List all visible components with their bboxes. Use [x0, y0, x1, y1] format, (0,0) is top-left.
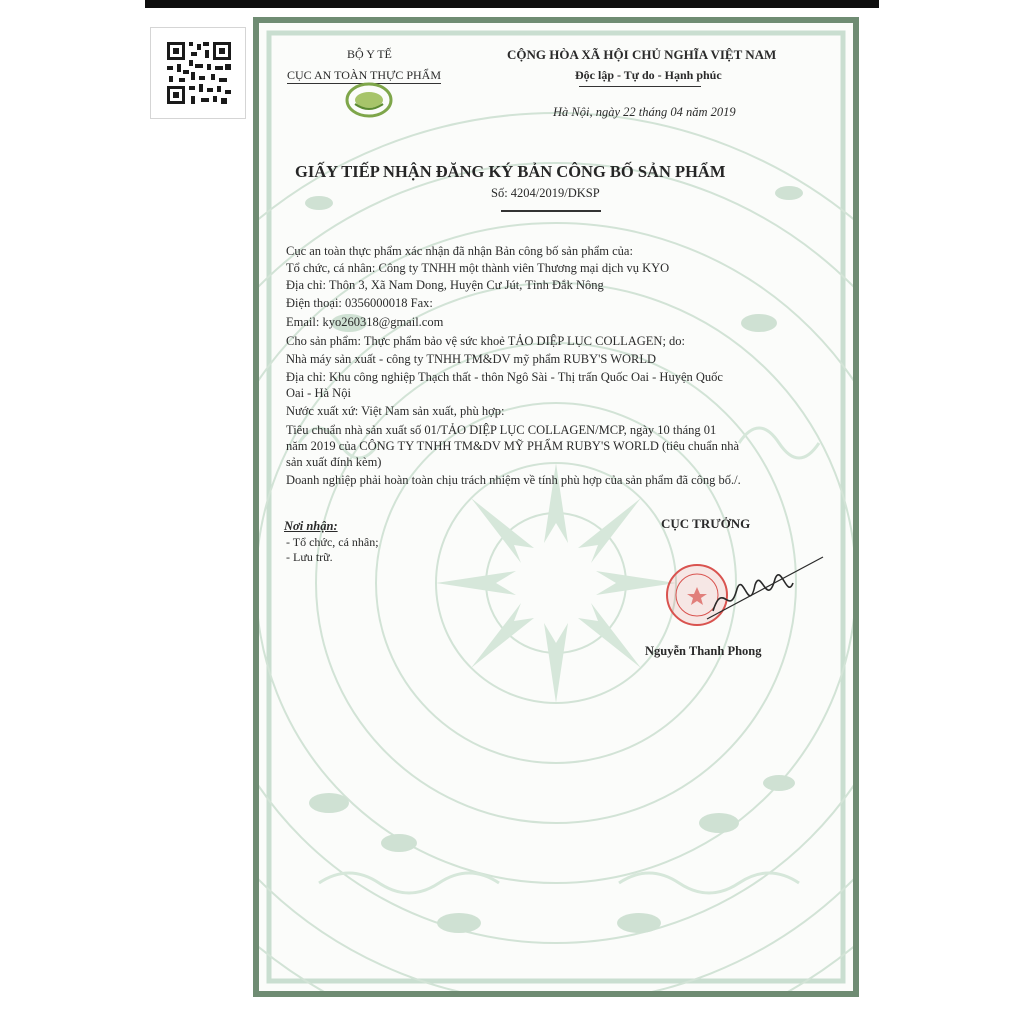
issue-date: Hà Nội, ngày 22 tháng 04 năm 2019: [553, 105, 736, 119]
national-motto: Độc lập - Tự do - Hạnh phúc: [575, 68, 722, 82]
body-line: Cho sản phẩm: Thực phẩm bảo vệ sức khoẻ TẢO DIỆP LỤC COLLAGEN; do:: [286, 334, 686, 348]
body-line: Nước xuất xứ: Việt Nam sản xuất, phù hợp:: [286, 404, 505, 418]
certificate-frame: [253, 17, 859, 997]
agency-parent-name: BỘ Y TẾ: [347, 47, 392, 61]
signer-title: CỤC TRƯỞNG: [661, 516, 751, 531]
top-dark-bar: [145, 0, 879, 8]
body-line: Oai - Hà Nội: [286, 386, 351, 400]
document-title: GIẤY TIẾP NHẬN ĐĂNG KÝ BẢN CÔNG BỐ SẢN PHẨM: [295, 162, 726, 181]
qr-code-icon: [150, 27, 246, 119]
official-stamp-icon: [663, 549, 833, 639]
agency-logo-icon: [343, 80, 395, 120]
body-line: Nhà máy sản xuất - công ty TNHH TM&DV mỹ phẩm RUBY'S WORLD: [286, 352, 657, 366]
recipient-item: - Lưu trữ.: [286, 550, 333, 564]
body-line: Cục an toàn thực phẩm xác nhận đã nhận Bản công bố sản phẩm của:: [286, 244, 633, 258]
recipients-label: Nơi nhận:: [284, 519, 338, 533]
body-line: sản xuất đính kèm): [286, 455, 382, 469]
certificate-page: [259, 23, 853, 991]
body-line: Địa chỉ: Khu công nghiệp Thạch thất - thôn Ngô Sài - Thị trấn Quốc Oai - Huyện Quốc: [286, 370, 723, 384]
body-line: Email: kyo260318@gmail.com: [286, 315, 444, 329]
document-number-underline: [501, 210, 601, 212]
signer-name: Nguyễn Thanh Phong: [645, 644, 762, 658]
agency-name: CỤC AN TOÀN THỰC PHẨM: [287, 68, 442, 82]
body-line: Tổ chức, cá nhân: Công ty TNHH một thành viên Thương mại dịch vụ KYO: [286, 261, 670, 275]
body-line: Doanh nghiệp phải hoàn toàn chịu trách nhiệm về tính phù hợp của sản phẩm đã công bố./.: [286, 473, 741, 487]
recipient-item: - Tổ chức, cá nhân;: [286, 535, 379, 549]
body-line: Điện thoại: 0356000018 Fax:: [286, 296, 433, 310]
document-number: Số: 4204/2019/DKSP: [491, 186, 600, 200]
body-line: Địa chỉ: Thôn 3, Xã Nam Dong, Huyện Cư Jút, Tỉnh Đắk Nông: [286, 278, 604, 292]
country-name: CỘNG HÒA XÃ HỘI CHỦ NGHĨA VIỆT NAM: [507, 47, 777, 62]
motto-underline: [579, 86, 701, 87]
body-line: năm 2019 của CÔNG TY TNHH TM&DV MỸ PHẨM RUBY'S WORLD (tiêu chuẩn nhà: [286, 439, 740, 453]
body-line: Tiêu chuẩn nhà sản xuất số 01/TẢO DIỆP LỤC COLLAGEN/MCP, ngày 10 tháng 01: [286, 423, 717, 437]
